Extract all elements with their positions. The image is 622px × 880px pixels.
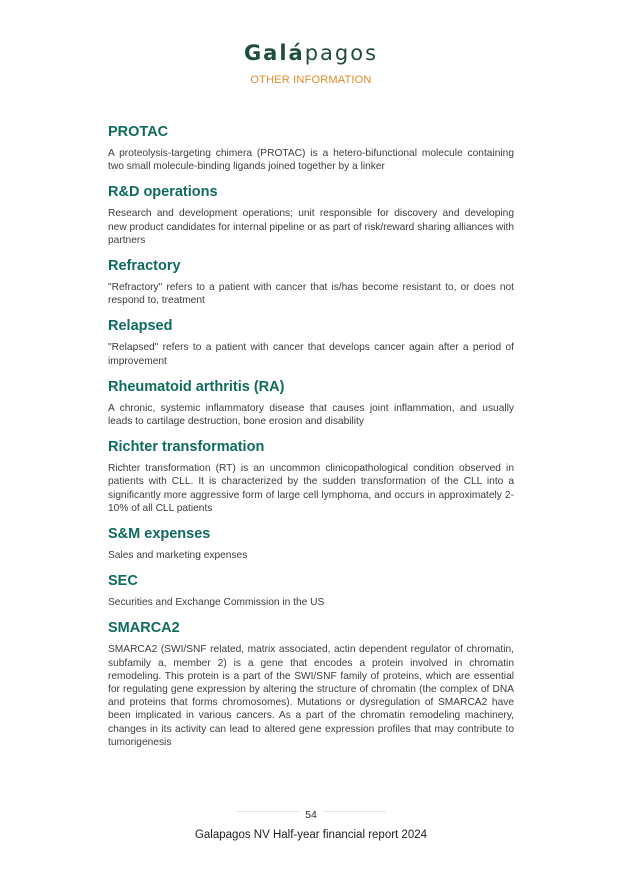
glossary-entry-richter-transformation bbox=[108, 439, 514, 515]
term-definition: Research and development operations; unit responsible for discovery and developing new product candidates for internal pipeline or as part of risk/reward sharing alliances with partners bbox=[108, 208, 515, 246]
glossary-entry-sec bbox=[108, 573, 514, 609]
term-title: S&M expenses bbox=[108, 526, 211, 543]
page-footer bbox=[0, 804, 622, 841]
glossary-entry-protac bbox=[108, 124, 514, 173]
glossary-entry-rheumatoid-arthritis bbox=[108, 379, 514, 428]
term-title: PROTAC bbox=[108, 124, 169, 140]
page-header bbox=[0, 40, 622, 86]
glossary-entry-rd-operations bbox=[108, 184, 514, 247]
logo-text-bold: Galá bbox=[243, 41, 305, 65]
term-definition: A chronic, systemic inflammatory disease that causes joint inflammation, and usually leads to cartilage destruction, bone erosion and disability bbox=[108, 402, 514, 428]
term-title: Rheumatoid arthritis (RA) bbox=[108, 378, 285, 395]
term-title: Richter transformation bbox=[108, 439, 265, 456]
term-definition: Richter transformation (RT) is an uncommon clinicopathological condition observed in patients with CLL. It is characterized by the sudden transformation of the CLL into a significantly more aggressive form of large cell lymphoma, and occurs in approximately 2-10% of all CLL patients bbox=[108, 463, 514, 514]
term-title: Relapsed bbox=[108, 318, 173, 335]
term-definition: A proteolysis-targeting chimera (PROTAC) is a hetero-bifunctional molecule containing two small molecule-binding ligands joined together by a linker bbox=[108, 148, 514, 173]
term-definition: Sales and marketing expenses bbox=[108, 550, 248, 562]
glossary-list bbox=[108, 124, 514, 760]
glossary-entry-sm-expenses bbox=[108, 526, 514, 562]
glossary-entry-smarca2 bbox=[108, 620, 514, 749]
term-definition: Securities and Exchange Commission in the US bbox=[108, 597, 325, 609]
page-number: 54 bbox=[299, 809, 323, 821]
term-title: R&D operations bbox=[108, 184, 218, 201]
logo-text-light: pagos bbox=[304, 41, 379, 65]
term-definition: SMARCA2 (SWI/SNF related, matrix associated, actin dependent regulator of chromatin, subfamily a, member 2) is a gene that encodes a protein involved in chromatin remodeling. This protein is a part of the SWI/SNF family of proteins, which are essential for regulating gene expression by altering the structure of chromatin (the complex of DNA and proteins that forms chromosomes). Mutations or dysregulation of SMARCA2 have been implicated in various cancers. As a part of the chromatin remodeling machinery, changes in its activity can lead to altered gene expression profiles that may contribute to tumorigenesis bbox=[108, 644, 514, 748]
term-definition: "Refractory" refers to a patient with cancer that is/has become resistant to, or does not respond to, treatment bbox=[108, 282, 514, 307]
glossary-entry-relapsed bbox=[108, 318, 514, 367]
section-label: OTHER INFORMATION bbox=[250, 74, 372, 86]
term-title: Refractory bbox=[108, 258, 181, 275]
term-title: SEC bbox=[108, 573, 138, 590]
glossary-entry-refractory bbox=[108, 258, 514, 307]
term-definition: "Relapsed" refers to a patient with cancer that develops cancer again after a period of improvement bbox=[108, 342, 514, 367]
galapagos-logo bbox=[0, 40, 622, 66]
term-title: SMARCA2 bbox=[108, 620, 180, 637]
report-title: Galapagos NV Half-year financial report 2024 bbox=[194, 829, 428, 841]
